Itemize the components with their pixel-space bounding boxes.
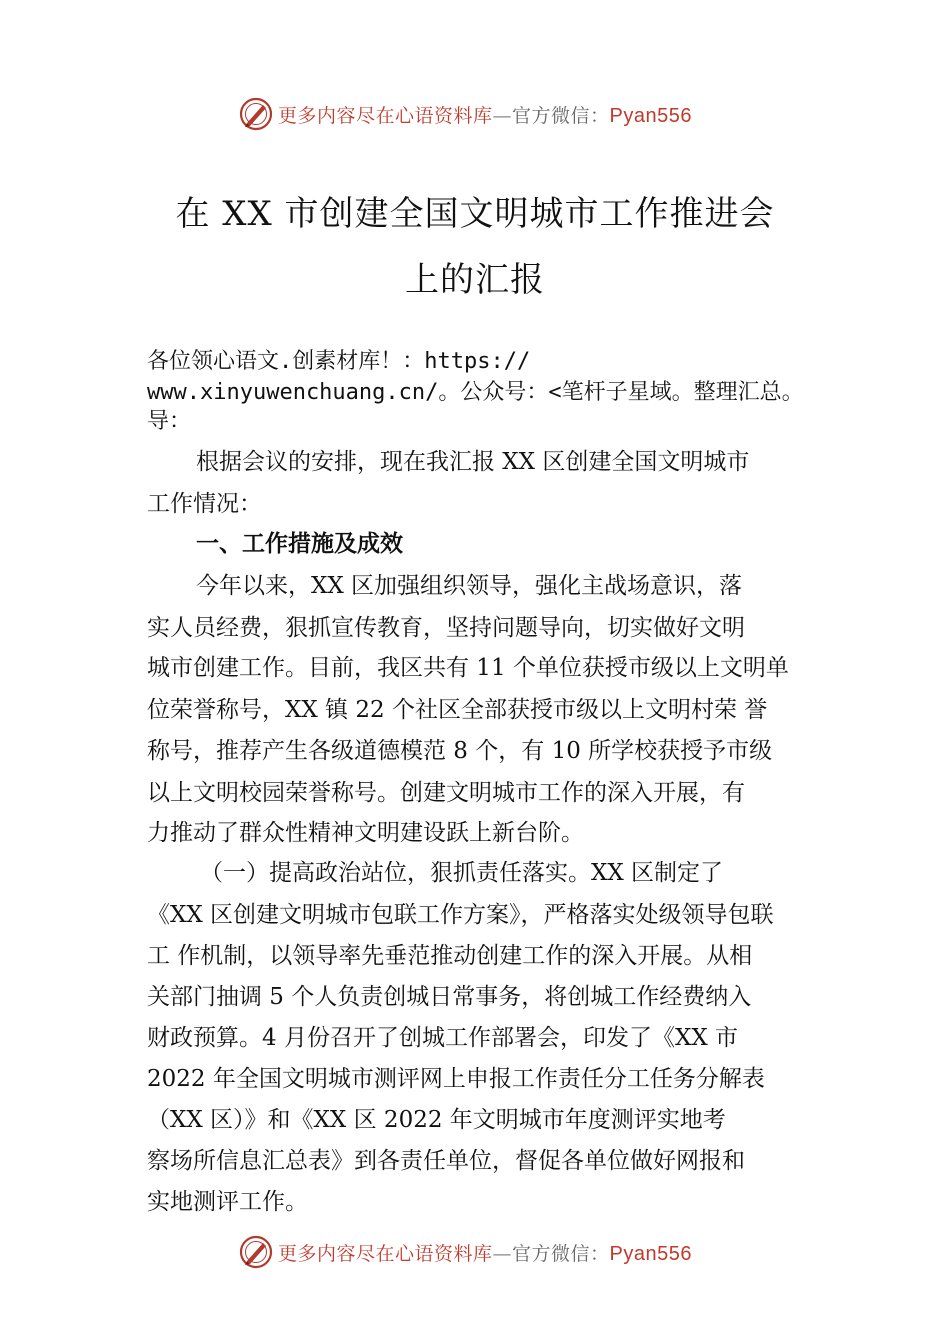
pen-logo-icon	[238, 96, 274, 132]
paragraph-line: 财政预算。4 月份召开了创城工作部署会，印发了《XX 市	[147, 1025, 739, 1051]
document-title-line-1: 在 XX 市创建全国文明城市工作推进会	[175, 194, 775, 234]
salutation-line: 各位领心语文.创素材库！：https://	[147, 349, 531, 374]
paragraph-line: 城市创建工作。目前，我区共有 11 个单位获授市级以上文明单	[147, 655, 789, 681]
paragraph-line: 察场所信息汇总表》到各责任单位，督促各单位做好网报和	[147, 1148, 745, 1174]
paragraph-line: 今年以来，XX 区加强组织领导，强化主战场意识，落	[196, 573, 743, 599]
paragraph-line: 力推动了群众性精神文明建设跃上新台阶。	[147, 820, 584, 846]
intro-line: 根据会议的安排，现在我汇报 XX 区创建全国文明城市	[196, 449, 750, 475]
paragraph-line: 位荣誉称号，XX 镇 22 个社区全部获授市级以上文明村荣 誉	[147, 697, 768, 723]
salutation-line: 导：	[147, 409, 192, 434]
paragraph-line: 实地测评工作。	[147, 1189, 308, 1215]
watermark-text: 更多内容尽在心语资料库—官方微信：Pyan556	[278, 1242, 692, 1265]
paragraph-line: （一）提高政治站位，狠抓责任落实。XX 区制定了	[200, 860, 724, 886]
paragraph-line: 实人员经费，狠抓宣传教育，坚持问题导向，切实做好文明	[147, 615, 745, 641]
paragraph-line: 工 作机制，以领导率先垂范推动创建工作的深入开展。从相	[147, 943, 753, 969]
document-title-line-2: 上的汇报	[405, 260, 545, 300]
pen-logo-icon	[238, 1234, 274, 1270]
watermark-banner-top	[238, 94, 758, 134]
paragraph-line: （XX 区）》和《XX 区 2022 年文明城市年度测评实地考	[147, 1107, 726, 1133]
watermark-text: 更多内容尽在心语资料库—官方微信：Pyan556	[278, 104, 692, 127]
paragraph-line: 以上文明校园荣誉称号。创建文明城市工作的深入开展，有	[147, 780, 745, 806]
paragraph-line: 2022 年全国文明城市测评网上申报工作责任分工任务分解表	[147, 1066, 765, 1092]
paragraph-line: 《XX 区创建文明城市包联工作方案》，严格落实处级领导包联	[147, 902, 774, 928]
paragraph-line: 关部门抽调 5 个人负责创城日常事务，将创城工作经费纳入	[147, 984, 752, 1010]
section-heading: 一、工作措施及成效	[196, 531, 403, 557]
salutation-line: www.xinyuwenchuang.cn/。公众号：<笔杆子星域。整理汇总。	[147, 380, 804, 405]
intro-line: 工作情况：	[147, 491, 262, 517]
watermark-banner-bottom	[238, 1232, 758, 1272]
paragraph-line: 称号，推荐产生各级道德模范 8 个，有 10 所学校获授予市级	[147, 738, 773, 764]
